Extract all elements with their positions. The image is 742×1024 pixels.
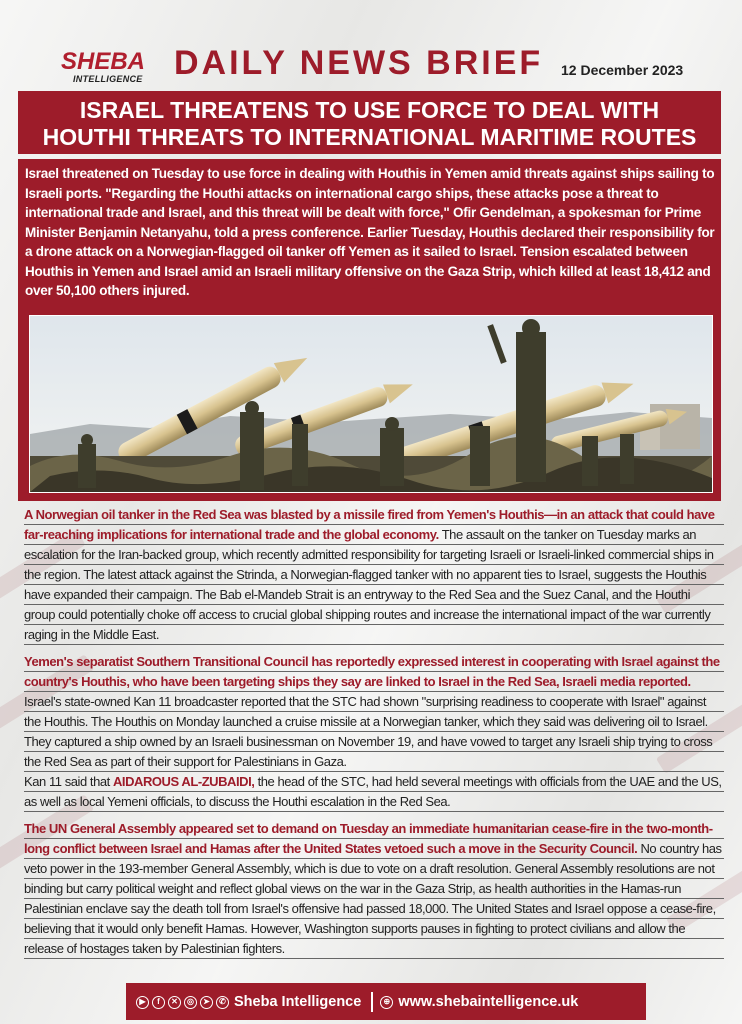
article-lead: Yemen's separatist Southern Transitional Council has reportedly expressed interest in cooperating with Israel against the country's Houthis, who have been targeting ships they say are linked to Israel in the Red Sea, Israeli media reported. xyxy=(24,654,720,689)
header xyxy=(55,44,695,88)
highlighted-name: AIDAROUS AL-ZUBAIDI, xyxy=(112,774,255,789)
article-body: The assault on the tanker on Tuesday marks an escalation for the Iran-backed group, which recently admitted responsibility for targeting Israeli or Israeli-linked commercial ships in the region. The latest attack against the Strinda, a Norwegian-flagged tanker with no apparent ties to Israel, suggests the Houthis have expanded their campaign. The Bab el-Mandeb Strait is an entryway to the Red Sea and the Suez Canal, and the Houthi group could potentially choke off access to crucial global shipping routes and increase the international impact of the war currently raging in the Middle East. xyxy=(24,527,714,642)
headline-line-2: HOUTHI THREATS TO INTERNATIONAL MARITIME ROUTES xyxy=(42,124,697,150)
telegram-icon[interactable]: ➤ xyxy=(200,996,213,1009)
globe-icon: ⊕ xyxy=(380,996,393,1009)
intro-paragraph: Israel threatened on Tuesday to use force in dealing with Houthis in Yemen amid threats against ships sailing to Israeli ports. "Regarding the Houthi attacks on international cargo ships, these attacks pose a threat to international trade and Israel, and this threat will be dealt with force," Ofir Gendelman, a spokesman for Prime Minister Benjamin Netanyahu, told a press conference. Earlier Tuesday, Houthis declared their responsibility for a drone attack on a Norwegian-flagged oil tanker off Yemen as it sailed to Israel. Tension escalated between Houthis in Yemen and Israel amid an Israeli military offensive on the Gaza Strip, which killed at least 18,412 and over 50,100 others injured. xyxy=(25,166,715,298)
article-body: No country has veto power in the 193-member General Assembly, which is due to vote on a draft resolution. General Assembly resolutions are not binding but carry political weight and reflect global views on the war in the Gaza Strip, as health authorities in the Hamas-run Palestinian enclave say the death toll from Israel's offensive had passed 18,000. The United States and Israel oppose a cease-fire, believing that it would only benefit Hamas. However, Washington supports pauses in fighting to protect civilians and allow the release of hostages taken by Palestinian fighters. xyxy=(24,841,722,956)
headline-line-1: ISRAEL THREATENS TO USE FORCE TO DEAL WITH xyxy=(79,97,660,123)
logo-main-text: SHEBA xyxy=(61,48,146,75)
footer xyxy=(126,983,646,1020)
issue-date: 12 December 2023 xyxy=(561,62,684,78)
article-body: Israel's state-owned Kan 11 broadcaster reported that the STC had shown "surprising readiness to cooperate with Israel" against the Houthis. The Houthis on Monday launched a cruise missile at a Norwegian tanker, which they said was delivering oil to Israel. They captured a ship owned by an Israeli businessman on November 19, and have vowed to target any Israeli ship trying to cross the Red Sea as part of their support for Palestinians in Gaza. xyxy=(24,694,713,769)
article-paragraph xyxy=(24,652,724,812)
missile-parade-photo xyxy=(29,315,713,493)
brand-name: Sheba Intelligence xyxy=(234,994,362,1010)
headline-box xyxy=(18,91,721,154)
page-title: DAILY NEWS BRIEF xyxy=(174,44,544,82)
article-body-2-suffix: the head of the STC, had held several meetings with officials from the UAE and the US, as well as local Yemeni officials, to discuss the Houthi escalation in the Red Sea. xyxy=(24,774,722,809)
footer-content xyxy=(136,991,578,1013)
logo-sub-text: INTELLIGENCE xyxy=(73,74,143,84)
article-un-general-assembly xyxy=(24,819,724,959)
sheba-logo xyxy=(55,48,159,88)
facebook-icon[interactable]: f xyxy=(152,996,165,1009)
article-lead: The UN General Assembly appeared set to demand on Tuesday an immediate humanitarian cease-fire in the two-month-long conflict between Israel and Hamas after the United States vetoed such a move in the Security Council. xyxy=(24,821,713,856)
headline xyxy=(18,97,721,151)
article-paragraph xyxy=(24,505,724,645)
x-icon[interactable]: ✕ xyxy=(168,996,181,1009)
article-stc-cooperation xyxy=(24,652,724,812)
whatsapp-icon[interactable]: ✆ xyxy=(216,996,229,1009)
article-lead: A Norwegian oil tanker in the Red Sea was blasted by a missile fired from Yemen's Houthis—in an attack that could have far-reaching implications for international trade and the global economy. xyxy=(24,507,715,542)
article-paragraph xyxy=(24,819,724,959)
article-body-2-prefix: Kan 11 said that xyxy=(24,774,113,789)
article-norwegian-tanker xyxy=(24,505,724,645)
instagram-icon[interactable]: ◎ xyxy=(184,996,197,1009)
footer-divider xyxy=(371,992,373,1012)
articles xyxy=(24,505,724,966)
youtube-icon[interactable]: ▶ xyxy=(136,996,149,1009)
website-link[interactable]: www.shebaintelligence.uk xyxy=(398,994,579,1010)
